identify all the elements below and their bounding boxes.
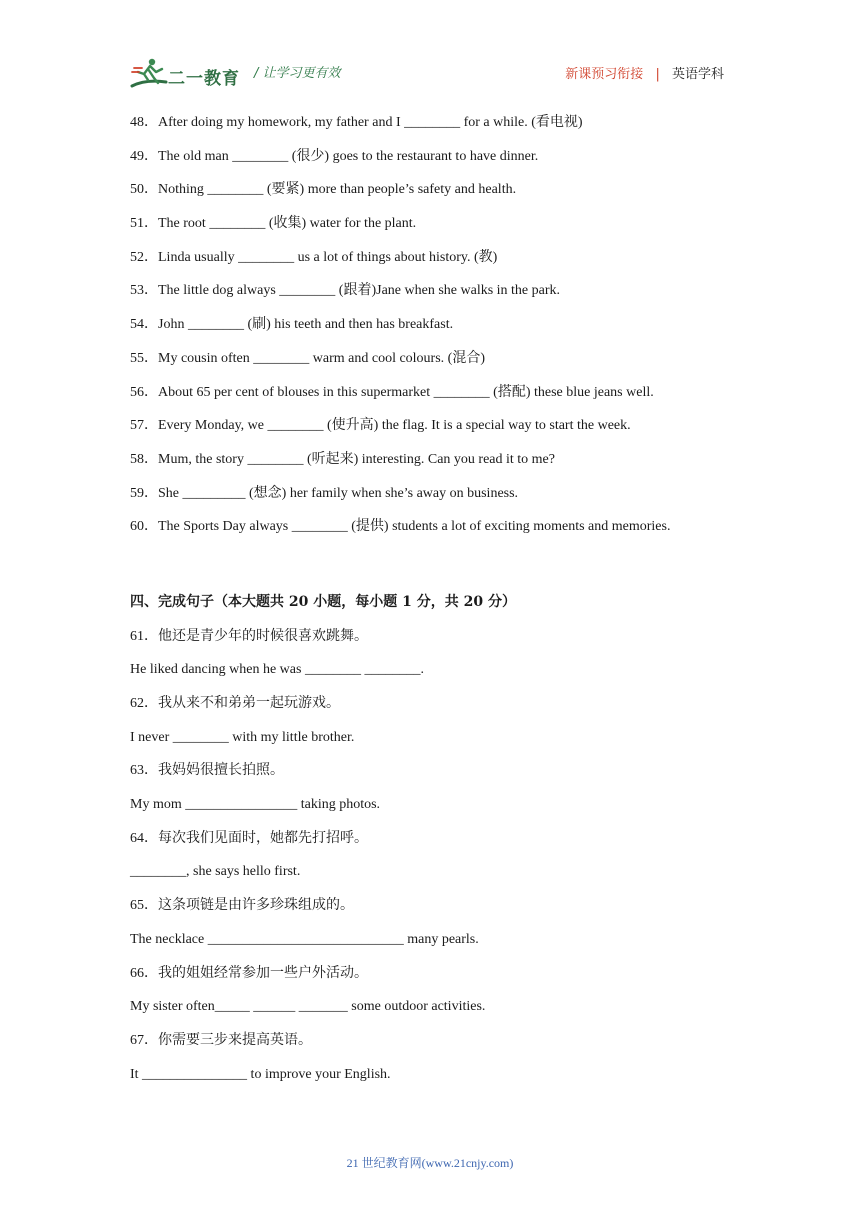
question-61-prompt: 61．他还是青少年的时候很喜欢跳舞。 [130,628,368,644]
question-63-prompt: 63．我妈妈很擅长拍照。 [130,763,284,779]
question-65-prompt: 65．这条项链是由许多珍珠组成的。 [130,898,354,914]
page-footer: 21 世纪教育网(www.21cnjy.com) [346,1156,514,1170]
question-58: 58．Mum, the story ________ (听起来) interesting. Can you read it to me? [130,451,555,467]
question-64-prompt: 64．每次我们见面时，她都先打招呼。 [130,830,368,846]
question-60: 60．The Sports Day always ________ (提供) students a lot of exciting moments and memories. [130,519,671,535]
question-65-sentence: The necklace ____________________________ many pearls. [130,931,479,947]
question-63-sentence: My mom ________________ taking photos. [130,797,381,813]
section-heading: 四、完成句子（本大题共 20 小题，每小题 1 分，共 20 分） [130,593,516,610]
question-list-part3 [130,106,740,544]
question-61-sentence: He liked dancing when he was ________ ________. [130,662,424,678]
question-list-part4 [130,620,740,1092]
question-55: 55．My cousin often ________ warm and cool colours. (混合) [130,350,485,366]
subject-tag: 英语学科 [671,67,724,82]
logo-text: 二一教育 [168,69,240,89]
slogan: / 让学习更有效 [254,66,341,81]
question-62-prompt: 62．我从来不和弟弟一起玩游戏。 [130,696,340,711]
section-spacer [130,544,740,586]
question-64-sentence: ________, she says hello first. [130,864,301,880]
page-header [130,52,730,92]
worksheet-content [130,106,740,1091]
question-62-sentence: I never ________ with my little brother. [130,729,355,745]
question-48: 48．After doing my homework, my father and I ________ for a while. (看电视) [130,115,583,130]
question-66-prompt: 66．我的姐姐经常参加一些户外活动。 [130,965,368,981]
logo [130,56,242,90]
question-50: 50．Nothing ________ (要紧) more than people’s safety and health. [130,182,517,198]
question-49: 49．The old man ________ (很少) goes to the restaurant to have dinner. [130,148,539,164]
question-57: 57．Every Monday, we ________ (使升高) the flag. It is a special way to start the week. [130,418,631,434]
question-56: 56．About 65 per cent of blouses in this supermarket ________ (搭配) these blue jeans well. [130,384,654,400]
runner-logo-icon [130,56,170,90]
question-67-prompt: 67．你需要三步来提高英语。 [130,1032,312,1048]
question-53: 53．The little dog always ________ (跟着)Jane when she walks in the park. [130,283,561,299]
course-tag: 新课预习衔接 [565,67,644,82]
question-51: 51．The root ________ (收集) water for the plant. [130,216,417,232]
question-54: 54．John ________ (刷) his teeth and then has breakfast. [130,317,454,333]
question-59: 59．She _________ (想念) her family when she’s away on business. [130,485,519,501]
question-67-sentence: It _______________ to improve your English. [130,1066,391,1082]
question-66-sentence: My sister often_____ ______ _______ some outdoor activities. [130,999,486,1015]
question-52: 52．Linda usually ________ us a lot of things about history. (教) [130,249,498,265]
header-separator: | [655,67,660,82]
header-tags [565,63,724,82]
